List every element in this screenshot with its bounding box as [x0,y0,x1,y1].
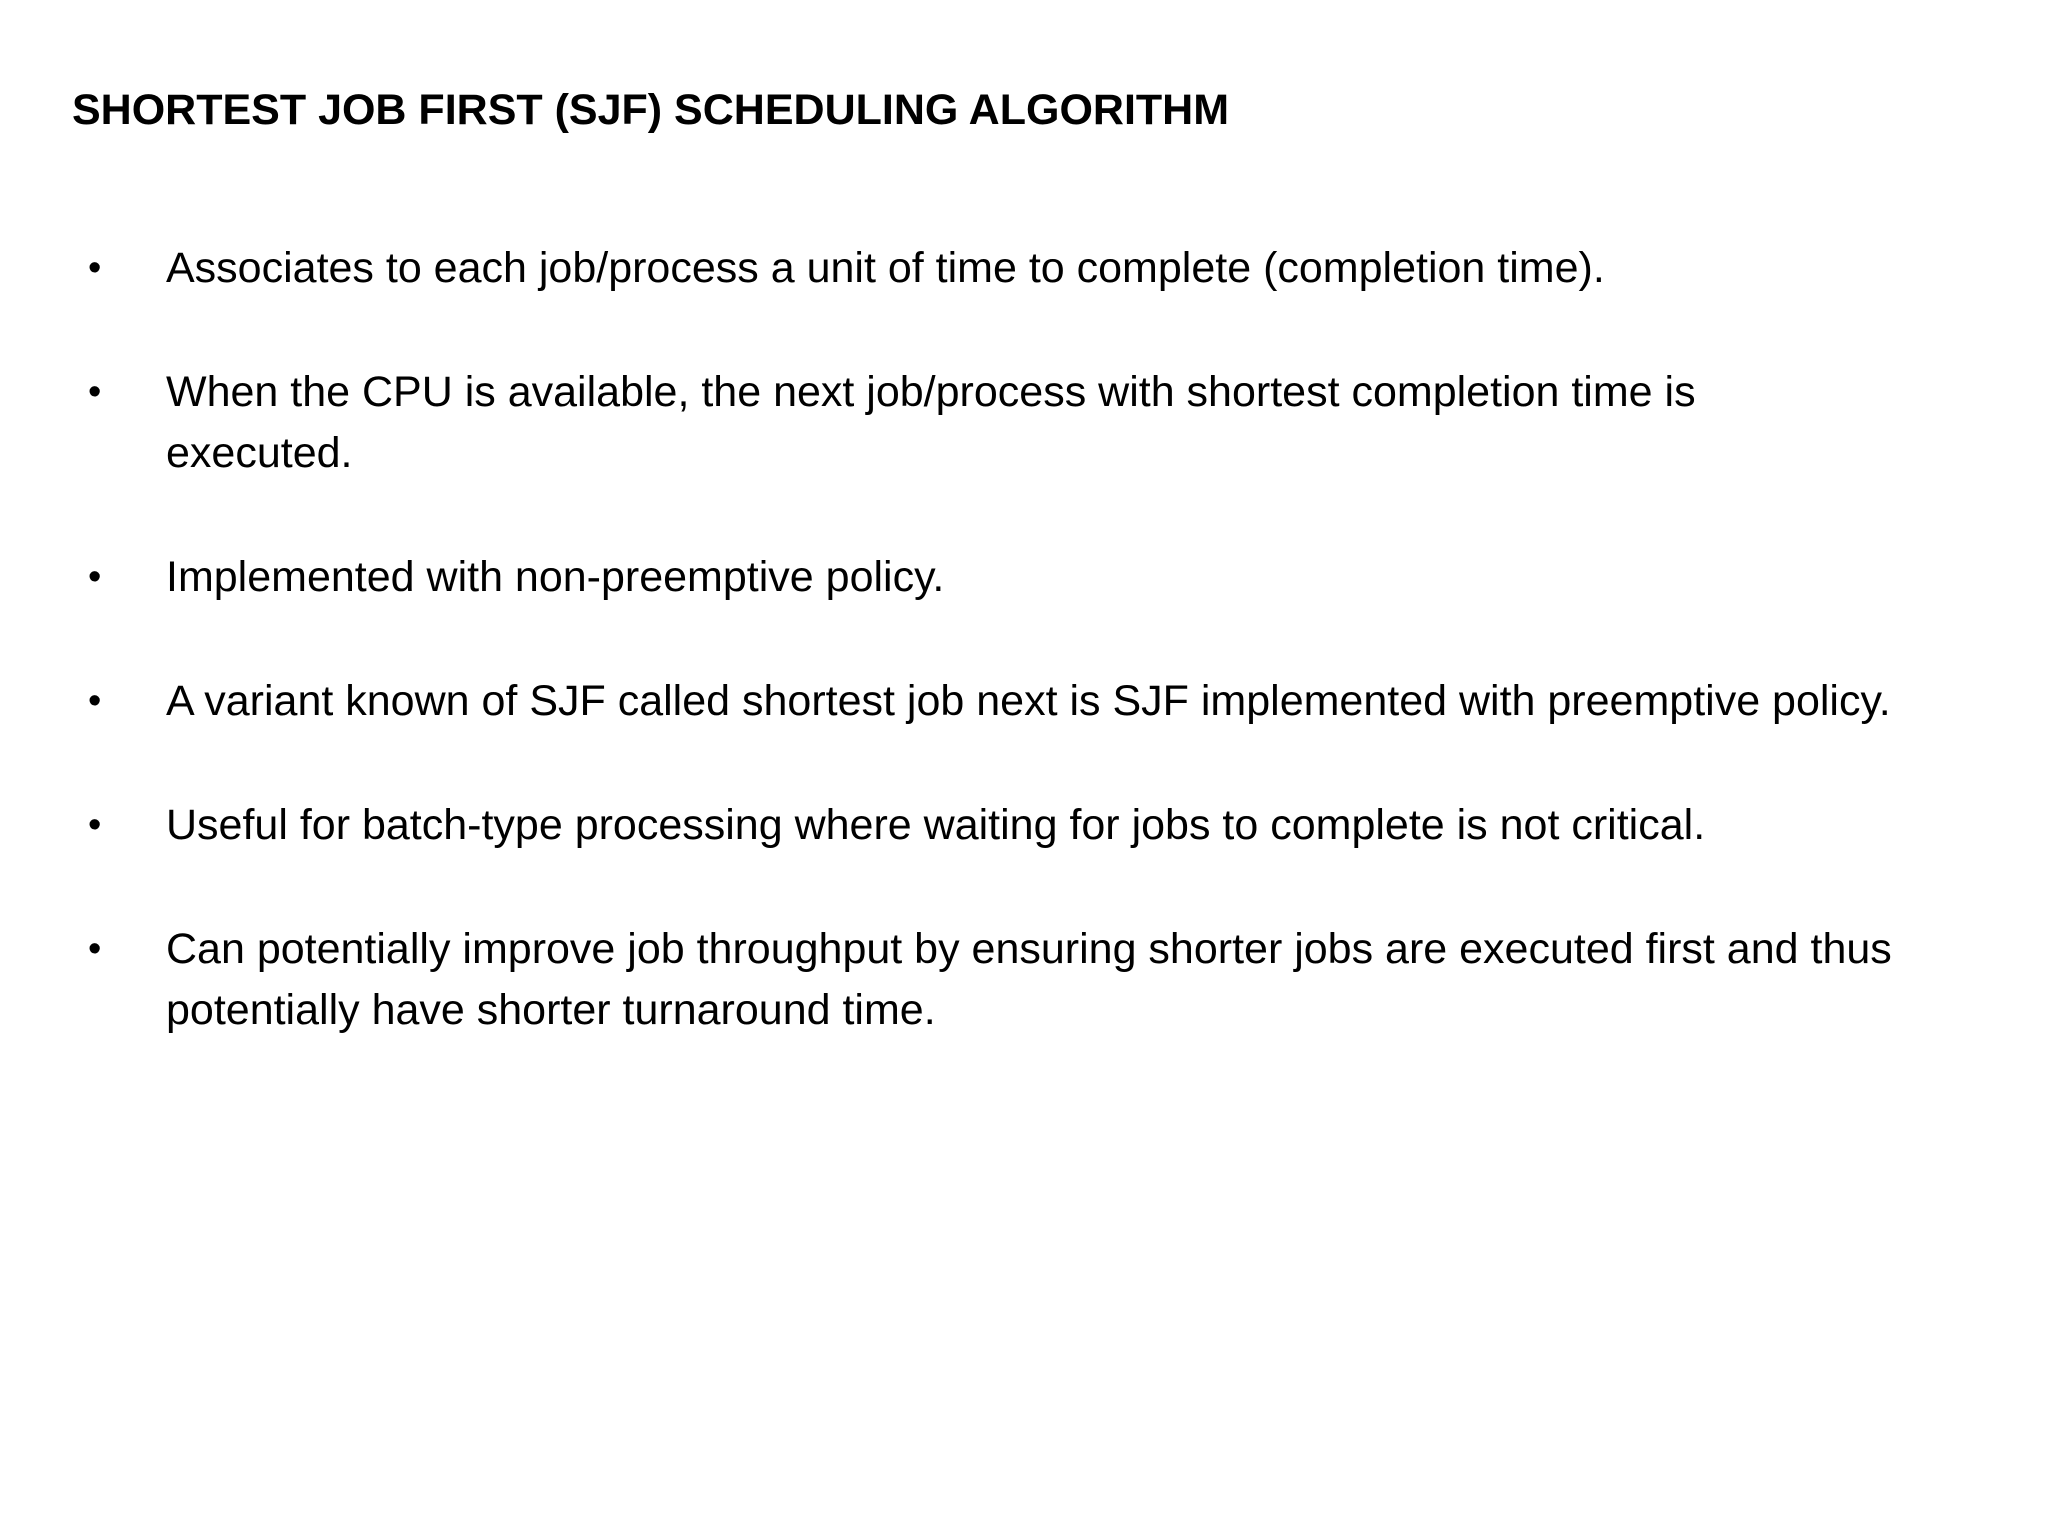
bullet-item [0,238,2048,299]
bullet-text: Useful for batch-type processing where waiting for jobs to complete is not critical. [166,801,1706,849]
bullet-text: Can potentially improve job throughput by ensuring shorter jobs are executed first and thus potentially have shorter turnaround time. [166,925,1892,1034]
bullet-marker: • [88,928,102,970]
bullet-list [0,238,2048,1104]
bullet-item [0,671,2048,732]
bullet-text: When the CPU is available, the next job/process with shortest completion time is executed. [166,368,1696,477]
bullet-item [0,795,2048,856]
bullet-marker: • [88,247,102,289]
bullet-item [0,362,2048,484]
bullet-marker: • [88,556,102,598]
bullet-item [0,547,2048,608]
bullet-text: A variant known of SJF called shortest job next is SJF implemented with preemptive policy. [166,677,1891,725]
slide-title: SHORTEST JOB FIRST (SJF) SCHEDULING ALGORITHM [72,86,1230,134]
bullet-text: Associates to each job/process a unit of time to complete (completion time). [166,244,1605,292]
bullet-text: Implemented with non-preemptive policy. [166,553,945,601]
bullet-marker: • [88,804,102,846]
bullet-item [0,919,2048,1041]
bullet-marker: • [88,680,102,722]
bullet-marker: • [88,371,102,413]
